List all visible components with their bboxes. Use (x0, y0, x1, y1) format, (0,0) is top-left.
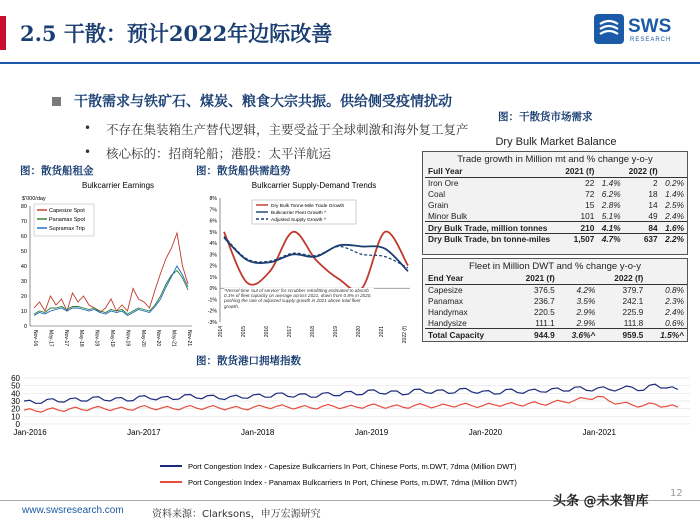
table-cell: 2.4% (665, 211, 684, 222)
table-row (425, 329, 687, 340)
table-row (425, 284, 687, 295)
table-cell: 1.6% (661, 222, 687, 233)
y-tick-label: 40 (11, 389, 20, 399)
table-cell: 1.4% (665, 188, 684, 199)
x-tick-label: 2014 (218, 326, 224, 338)
legend-label: Supramax Trip (49, 226, 85, 232)
table-cell (597, 166, 623, 177)
table-cell: Full Year (425, 166, 560, 177)
y-tick-label: 50 (11, 381, 20, 391)
caption-earnings: 图：散货船租金 (20, 165, 94, 177)
series-line (24, 384, 678, 403)
x-tick-label: May-17 (47, 330, 54, 347)
table-row (425, 295, 687, 306)
x-tick-label: Nov-19 (124, 330, 131, 347)
table-cell: Minor Bulk (428, 211, 468, 222)
table-cell: 376.5 (533, 285, 555, 296)
logo-text: SWS (628, 16, 672, 37)
series-line (34, 233, 188, 313)
y-tick-label: 30 (11, 397, 20, 406)
bullet-dot-icon: • (84, 145, 92, 159)
table-cell: 49 (648, 211, 658, 222)
fleet-table-box (422, 258, 688, 342)
x-tick-label: May-20 (139, 330, 146, 347)
page-title: 2.5 干散：预计2022年边际改善 (20, 21, 333, 46)
table-cell: 3.6%^ (558, 329, 599, 340)
y-tick-label: 0% (209, 286, 217, 293)
bullet-item: 不存在集装箱生产替代逻辑，主要受益于全球刺激和海外复工复产 (106, 122, 469, 137)
table-cell: 2.3% (665, 295, 684, 306)
table-cell: 5.1% (601, 211, 621, 222)
table-cell: 2.8% (601, 200, 621, 211)
chart-title: Bulkcarrier Supply-Demand Trends (251, 181, 377, 190)
table-cell: 0.8% (665, 285, 684, 296)
y-tick-label: 1% (209, 274, 217, 281)
table-cell: Capesize (428, 285, 463, 296)
header-divider (0, 62, 700, 64)
x-tick-label: May-21 (170, 330, 177, 347)
table-cell: 22 (585, 178, 595, 189)
x-tick-label: 2017 (287, 326, 293, 338)
table-cell: Panamax (428, 295, 464, 306)
legend-label: Panamax Spot (49, 217, 86, 223)
y-tick-label: -3% (207, 320, 217, 326)
table-cell: Dry Bulk Trade, million tonnes (425, 222, 560, 233)
table-cell: 1.4% (601, 178, 621, 189)
fleet-table (425, 273, 687, 340)
table-cell: Handysize (428, 318, 467, 329)
table-cell: Coal (428, 188, 446, 199)
table-cell: 14 (648, 200, 658, 211)
table-cell: 210 (560, 222, 597, 233)
table-cell: 101 (580, 211, 595, 222)
table-row (425, 188, 687, 199)
table-cell: 2.4% (665, 307, 684, 318)
bullet-item: 核心标的：招商轮船；港股：太平洋航运 (106, 146, 332, 161)
x-tick-label: 2018 (310, 326, 316, 338)
table-cell: 1,507 (560, 233, 597, 244)
table-cell (646, 273, 687, 284)
table-row (425, 273, 687, 284)
chart-title: Bulkcarrier Earnings (81, 181, 155, 190)
x-tick-label: 2022 (f) (402, 326, 408, 344)
table-cell: End Year (425, 273, 510, 284)
x-tick-label: Nov-18 (93, 330, 100, 347)
y-tick-label: 0 (23, 324, 27, 330)
table-cell: 4.1% (597, 222, 623, 233)
page-number: 12 (670, 488, 683, 499)
table-cell: 2021 (f) (510, 273, 558, 284)
table-cell: 111.1 (535, 318, 555, 329)
legend-label: Port Congestion Index - Panamax Bulkcarriers In Port, Chinese Ports, m.DWT, 7dma (Million DWT) (188, 478, 517, 487)
table-row (425, 222, 687, 233)
y-tick-label: 40 (20, 264, 27, 270)
y-tick-label: 30 (20, 279, 27, 285)
fleet-table-title: Fleet in Million DWT and % change y-o-y (469, 261, 641, 272)
y-axis-label: $'000/day (22, 196, 46, 202)
table-cell: 2022 (f) (598, 273, 646, 284)
x-tick-label: Nov-20 (155, 330, 162, 347)
earnings-chart (8, 176, 196, 348)
table-cell: Grain (428, 200, 449, 211)
table-cell: 4.2% (576, 285, 596, 296)
y-tick-label: 10 (11, 412, 20, 422)
series-line (34, 271, 188, 315)
x-tick-label: 2016 (264, 326, 270, 338)
x-tick-label: Jan-2021 (582, 428, 616, 437)
table-cell: 959.5 (598, 329, 646, 340)
table-cell: 225.9 (622, 307, 644, 318)
series-line (24, 396, 678, 412)
y-tick-label: 0 (15, 420, 20, 429)
y-tick-label: 80 (20, 204, 27, 210)
y-tick-label: 5% (209, 229, 217, 236)
y-tick-label: 10 (20, 309, 27, 315)
x-tick-label: May-19 (109, 330, 115, 347)
chart-note: *Vessel time 'out of service' for scrubber retrofitting estimated to absorb 0.1% of fleet capacity on average across 2021, down from 0.8% in 2020, pushing the rate of adjusted supply growth in 2021 above total fleet growth. (224, 288, 374, 309)
table-cell: Total Capacity (425, 329, 510, 340)
x-tick-label: 2019 (333, 326, 339, 338)
y-tick-label: 7% (209, 207, 217, 214)
table-cell: 3.5% (576, 295, 596, 306)
table-cell: 2.9% (576, 318, 596, 329)
logo-subtext: RESEARCH (630, 37, 672, 43)
trade-table (425, 166, 687, 244)
table-cell: Handymax (428, 307, 468, 318)
y-tick-label: 8% (209, 196, 217, 202)
table-cell: 637 (624, 233, 661, 244)
legend-label: Port Congestion Index - Capesize Bulkcarriers In Port, Chinese Ports, m.DWT, 7dma (Million DWT) (188, 462, 517, 471)
y-tick-label: 3% (209, 252, 217, 259)
table-row (425, 177, 687, 188)
y-tick-label: -1% (207, 297, 217, 304)
table-cell: 2 (653, 178, 658, 189)
x-tick-label: Nov-17 (62, 330, 69, 347)
y-tick-label: 4% (209, 241, 217, 248)
table-cell (661, 166, 687, 177)
y-tick-label: 20 (20, 294, 27, 300)
table-cell: 379.7 (622, 285, 644, 296)
y-tick-label: 20 (11, 404, 20, 414)
table-cell: 236.7 (533, 295, 555, 306)
table-row (425, 200, 687, 211)
legend-label: Bulkcarrier Fleet Growth ^ (271, 211, 327, 216)
y-tick-label: 6% (209, 218, 217, 225)
x-tick-label: Jan-2020 (468, 428, 503, 437)
trade-table-box (422, 151, 688, 255)
watermark: 头条 @未来智库 (553, 494, 649, 509)
y-tick-label: 60 (20, 234, 27, 240)
x-tick-label: 2021 (379, 326, 385, 338)
x-tick-label: Nov-21 (186, 330, 192, 347)
x-tick-label: Jan-2018 (241, 428, 275, 437)
series-line (224, 237, 408, 271)
x-tick-label: May-18 (78, 330, 85, 347)
sws-logo-icon (594, 14, 624, 44)
x-tick-label: 2015 (241, 326, 247, 338)
table-cell: Dry Bulk Trade, bn tonne-miles (425, 233, 560, 244)
table-cell: 15 (585, 200, 595, 211)
footer-source: 资料来源：Clarksons，申万宏源研究 (152, 509, 321, 520)
title-accent-bar (0, 16, 6, 50)
table-cell: 2021 (f) (560, 166, 597, 177)
y-tick-label: -2% (207, 308, 217, 315)
table-cell: 111.8 (623, 318, 644, 329)
x-tick-label: Jan-2016 (13, 428, 47, 437)
table-cell (558, 273, 599, 284)
table-cell: 1.5%^ (646, 329, 687, 340)
y-tick-label: 50 (20, 249, 27, 255)
table-cell: 242.1 (622, 295, 644, 306)
caption-congestion: 图：散货港口拥堵指数 (196, 355, 301, 367)
caption-market-demand: 图：干散货市场需求 (498, 111, 593, 123)
table-cell: 0.6% (665, 318, 684, 329)
section-heading: 干散需求与铁矿石、煤炭、粮食大宗共振。供给侧受疫情扰动 (74, 94, 452, 110)
table-cell: Iron Ore (428, 178, 459, 189)
legend-label: Adjusted Supply Growth ^ (271, 218, 327, 223)
table-cell: 72 (585, 188, 595, 199)
table-cell: 2.2% (661, 233, 687, 244)
table-cell: 944.9 (510, 329, 558, 340)
footer-url[interactable]: www.swsresearch.com (22, 505, 124, 516)
table-title: Dry Bulk Market Balance (495, 136, 617, 148)
table-row (425, 318, 687, 329)
table-cell: 6.2% (601, 188, 621, 199)
bullet-dot-icon: • (84, 121, 92, 135)
table-row (425, 166, 687, 177)
legend-label: Dry Bulk Tonne-Mile Trade Growth (271, 204, 345, 209)
legend-label: Capesize Spot (49, 208, 85, 214)
x-tick-label: Jan-2017 (127, 428, 161, 437)
table-cell: 84 (624, 222, 661, 233)
table-cell: 0.2% (665, 178, 684, 189)
y-tick-label: 2% (209, 263, 217, 270)
y-tick-label: 70 (20, 219, 27, 225)
caption-supply-demand: 图：散货船供需趋势 (196, 165, 291, 177)
supply-demand-chart (196, 176, 416, 348)
table-row (425, 233, 687, 244)
table-row (425, 211, 687, 222)
table-cell: 2022 (f) (624, 166, 661, 177)
table-cell: 2.9% (576, 307, 596, 318)
table-cell: 220.5 (533, 307, 555, 318)
table-cell: 18 (648, 188, 658, 199)
y-tick-label: 60 (11, 374, 20, 383)
square-bullet-icon (52, 97, 61, 106)
congestion-chart (4, 370, 696, 498)
table-cell: 4.7% (597, 233, 623, 244)
x-tick-label: Jan-2019 (354, 428, 389, 437)
trade-table-title: Trade growth in Million mt and % change y-o-y (457, 154, 653, 165)
x-tick-label: Nov-16 (32, 330, 38, 347)
table-row (425, 307, 687, 318)
x-tick-label: 2020 (356, 326, 362, 338)
table-cell: 2.5% (665, 200, 684, 211)
